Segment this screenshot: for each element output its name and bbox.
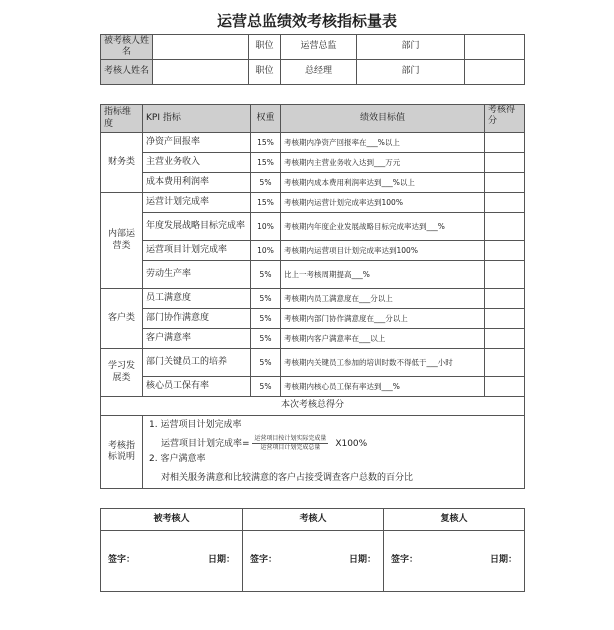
table-row [101, 193, 525, 213]
assessee-position: 运营总监 [281, 35, 357, 60]
target-cell: 考核期内客户满意率在___以上 [281, 329, 485, 349]
weight-cell: 15% [251, 193, 281, 213]
signature-cell-assessor[interactable] [243, 531, 384, 592]
target-cell: 考核期内运营计划完成率达到100% [281, 193, 485, 213]
header-weight: 权重 [251, 105, 281, 133]
header-target: 绩效目标值 [281, 105, 485, 133]
kpi-cell: 客户满意率 [143, 329, 251, 349]
info-row-assessor [101, 60, 525, 85]
kpi-cell: 净资产回报率 [143, 133, 251, 153]
score-cell[interactable] [485, 289, 525, 309]
date-label: 日期： [207, 555, 235, 566]
kpi-cell: 核心员工保有率 [143, 377, 251, 397]
target-cell: 比上一考核周期提高___% [281, 261, 485, 289]
kpi-cell: 部门协作满意度 [143, 309, 251, 329]
formula-tail: X100% [335, 439, 368, 450]
score-cell[interactable] [485, 153, 525, 173]
kpi-cell: 员工满意度 [143, 289, 251, 309]
target-cell: 考核期内关键员工参加的培训时数不得低于___小时 [281, 349, 485, 377]
weight-cell: 15% [251, 133, 281, 153]
formula-numerator: 运营项目按计划实际完成量 [254, 435, 327, 443]
signature-cell-reviewer[interactable] [384, 531, 525, 592]
target-cell: 考核期内主营业务收入达到___万元 [281, 153, 485, 173]
dimension-learning: 学习发展类 [101, 349, 143, 397]
target-cell: 考核期内部门协作满意度在___分以上 [281, 309, 485, 329]
header-kpi: KPI 指标 [143, 105, 251, 133]
weight-cell: 5% [251, 289, 281, 309]
dept-label: 部门 [357, 60, 465, 85]
score-cell[interactable] [485, 193, 525, 213]
header-score: 考核得分 [485, 105, 525, 133]
target-cell: 考核期内年度企业发展战略目标完成率达到___% [281, 213, 485, 241]
formula-lhs: 运营项目计划完成率= [161, 439, 250, 450]
weight-cell: 5% [251, 329, 281, 349]
description-row [101, 416, 525, 489]
kpi-cell: 主营业务收入 [143, 153, 251, 173]
total-row [101, 397, 525, 416]
kpi-cell: 劳动生产率 [143, 261, 251, 289]
desc-item1-title: 1. 运营项目计划完成率 [149, 420, 242, 430]
weight-cell: 10% [251, 241, 281, 261]
table-row [101, 241, 525, 261]
signature-header-row [101, 509, 525, 531]
assessor-name-field[interactable] [153, 60, 249, 85]
weight-cell: 15% [251, 153, 281, 173]
table-row [101, 289, 525, 309]
total-score-label: 本次考核总得分 [101, 397, 525, 416]
score-cell[interactable] [485, 241, 525, 261]
position-label: 职位 [249, 60, 281, 85]
formula-denominator: 运营项目计划完成总量 [260, 444, 321, 452]
dimension-finance: 财务类 [101, 133, 143, 193]
kpi-cell: 部门关键员工的培养 [143, 349, 251, 377]
kpi-cell: 运营项目计划完成率 [143, 241, 251, 261]
weight-cell: 5% [251, 377, 281, 397]
score-cell[interactable] [485, 329, 525, 349]
assessee-dept-field[interactable] [465, 35, 525, 60]
date-label: 日期： [348, 555, 376, 566]
assessee-name-field[interactable] [153, 35, 249, 60]
dept-label: 部门 [357, 35, 465, 60]
description-content [143, 416, 525, 489]
score-cell[interactable] [485, 213, 525, 241]
kpi-table [100, 104, 525, 489]
table-row [101, 261, 525, 289]
weight-cell: 5% [251, 349, 281, 377]
weight-cell: 5% [251, 309, 281, 329]
table-row [101, 329, 525, 349]
score-cell[interactable] [485, 261, 525, 289]
kpi-cell: 运营计划完成率 [143, 193, 251, 213]
score-cell[interactable] [485, 133, 525, 153]
weight-cell: 5% [251, 173, 281, 193]
target-cell: 考核期内核心员工保有率达到___% [281, 377, 485, 397]
weight-cell: 10% [251, 213, 281, 241]
kpi-header-row [101, 105, 525, 133]
assessor-dept-field[interactable] [465, 60, 525, 85]
formula-fraction [252, 435, 328, 452]
info-row-assessee [101, 35, 525, 60]
sign-label: 签字： [108, 555, 136, 566]
role-assessee: 被考核人 [101, 509, 243, 531]
desc-formula [161, 435, 518, 452]
sign-label: 签字： [250, 555, 278, 566]
table-row [101, 133, 525, 153]
position-label: 职位 [249, 35, 281, 60]
table-row [101, 153, 525, 173]
header-dimension: 指标维度 [101, 105, 143, 133]
assessee-name-label: 被考核人姓名 [101, 35, 153, 60]
table-row [101, 213, 525, 241]
target-cell: 考核期内净资产回报率在___%以上 [281, 133, 485, 153]
table-row [101, 173, 525, 193]
dimension-customer: 客户类 [101, 289, 143, 349]
role-reviewer: 复核人 [384, 509, 525, 531]
assessor-name-label: 考核人姓名 [101, 60, 153, 85]
score-cell[interactable] [485, 377, 525, 397]
table-row [101, 349, 525, 377]
page-title: 运营总监绩效考核指标量表 [216, 12, 397, 30]
role-assessor: 考核人 [243, 509, 384, 531]
assessor-position: 总经理 [281, 60, 357, 85]
score-cell[interactable] [485, 173, 525, 193]
signature-row [101, 531, 525, 592]
score-cell[interactable] [485, 309, 525, 329]
table-row [101, 377, 525, 397]
table-row [101, 309, 525, 329]
desc-item2-title: 2. 客户满意率 [149, 453, 206, 464]
description-label: 考核指标说明 [101, 416, 143, 489]
score-cell[interactable] [485, 349, 525, 377]
kpi-cell: 年度发展战略目标完成率 [143, 213, 251, 241]
signature-cell-assessee[interactable] [101, 531, 243, 592]
sign-label: 签字： [391, 555, 419, 566]
target-cell: 考核期内员工满意度在___分以上 [281, 289, 485, 309]
dimension-operations: 内部运营类 [101, 193, 143, 289]
weight-cell: 5% [251, 261, 281, 289]
kpi-cell: 成本费用利润率 [143, 173, 251, 193]
target-cell: 考核期内成本费用利润率达到___%以上 [281, 173, 485, 193]
info-table [100, 34, 525, 85]
signature-table [100, 508, 525, 592]
date-label: 日期： [489, 555, 517, 566]
target-cell: 考核期内运营项目计划完成率达到100% [281, 241, 485, 261]
desc-item2-text: 对相关服务满意和比较满意的客户占接受调查客户总数的百分比 [161, 473, 414, 484]
